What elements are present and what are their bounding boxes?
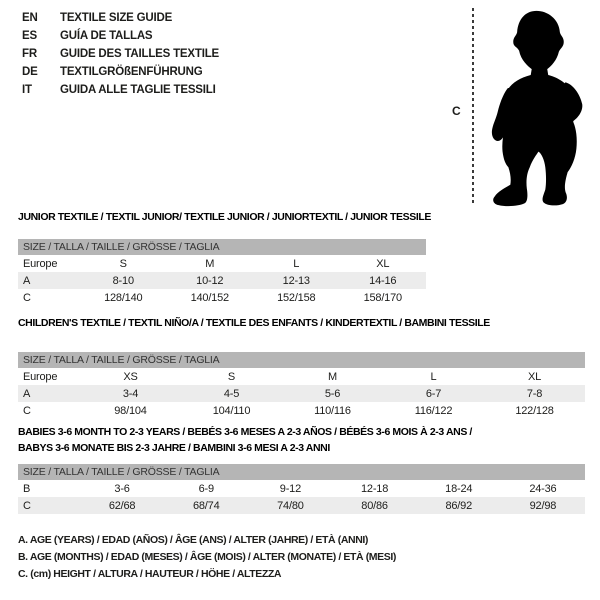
height-cell: 98/104 xyxy=(114,404,147,417)
age-cell: 18-24 xyxy=(445,482,473,495)
row-label: C xyxy=(23,404,31,417)
language-title-list xyxy=(22,9,219,99)
age-cell: 24-36 xyxy=(529,482,557,495)
language-title: GUIDA ALLE TAGLIE TESSILI xyxy=(60,84,216,96)
age-cell: 4-5 xyxy=(223,387,240,400)
table-row-height xyxy=(18,402,585,419)
size-cell: L xyxy=(293,257,300,270)
language-code: IT xyxy=(22,84,32,96)
language-title: TEXTILGRÖßENFÜHRUNG xyxy=(60,66,203,78)
legend-line-b: B. AGE (MONTHS) / EDAD (MESES) / ÂGE (MOIS) / ALTER (MONATE) / ETÀ (MESI) xyxy=(18,551,396,563)
babies-table-title xyxy=(18,424,472,456)
legend-line-a: A. AGE (YEARS) / EDAD (AÑOS) / ÂGE (ANS) / ALTER (JAHRE) / ETÀ (ANNI) xyxy=(18,534,369,546)
children-table-title: CHILDREN'S TEXTILE / TEXTIL NIÑO/A / TEXTILE DES ENFANTS / KINDERTEXTIL / BAMBINI TESSILE xyxy=(18,317,490,329)
size-header-bar: SIZE / TALLA / TAILLE / GRÖSSE / TAGLIA xyxy=(18,464,585,480)
table-row-europe xyxy=(18,368,585,385)
table-row-height xyxy=(18,497,585,514)
size-header-bar: SIZE / TALLA / TAILLE / GRÖSSE / TAGLIA xyxy=(18,352,585,368)
language-title: GUÍA DE TALLAS xyxy=(60,30,153,42)
row-label: Europe xyxy=(23,257,58,270)
language-row-es xyxy=(22,27,219,45)
size-cell: XL xyxy=(527,370,542,383)
language-code: FR xyxy=(22,48,37,60)
junior-size-table xyxy=(18,239,426,306)
height-cell: 92/98 xyxy=(529,499,557,512)
size-cell: XL xyxy=(376,257,390,270)
age-cell: 10-12 xyxy=(196,274,224,287)
age-cell: 12-13 xyxy=(282,274,310,287)
age-cell: 6-9 xyxy=(198,482,214,495)
height-measure-label: C xyxy=(452,104,461,118)
table-row-height xyxy=(18,289,426,306)
row-label: A xyxy=(23,274,31,287)
measurement-legend xyxy=(18,532,396,583)
height-cell: 122/128 xyxy=(515,404,554,417)
size-cell: S xyxy=(227,370,236,383)
language-code: DE xyxy=(22,66,38,78)
language-row-de xyxy=(22,63,219,81)
language-title: GUIDE DES TAILLES TEXTILE xyxy=(60,48,219,60)
age-cell: 12-18 xyxy=(361,482,389,495)
row-label: C xyxy=(23,291,31,304)
babies-size-table xyxy=(18,464,585,514)
row-label: C xyxy=(23,499,31,512)
baby-silhouette-image xyxy=(485,5,592,209)
height-cell: 74/80 xyxy=(277,499,304,512)
size-cell: L xyxy=(430,370,437,383)
height-cell: 110/116 xyxy=(314,404,351,417)
age-cell: 8-10 xyxy=(112,274,134,287)
babies-title-line1: BABIES 3-6 MONTH TO 2-3 YEARS / BEBÉS 3-6 MESES A 2-3 AÑOS / BÉBÉS 3-6 MOIS À 2-3 ANS / xyxy=(18,426,472,438)
language-code: ES xyxy=(22,30,37,42)
language-row-fr xyxy=(22,45,219,63)
height-measure-dashed-line xyxy=(472,8,474,205)
age-cell: 14-16 xyxy=(369,274,397,287)
size-cell: M xyxy=(205,257,215,270)
children-size-table xyxy=(18,352,585,419)
age-cell: 6-7 xyxy=(425,387,442,400)
height-cell: 152/158 xyxy=(277,291,316,304)
height-cell: 80/86 xyxy=(361,499,388,512)
height-cell: 62/68 xyxy=(108,499,136,512)
age-cell: 3-4 xyxy=(122,387,139,400)
size-cell: M xyxy=(328,370,337,383)
height-cell: 128/140 xyxy=(104,291,143,304)
language-title: TEXTILE SIZE GUIDE xyxy=(60,12,173,24)
table-row-age xyxy=(18,272,426,289)
age-cell: 5-6 xyxy=(324,387,341,400)
height-cell: 104/110 xyxy=(212,404,251,417)
age-cell: 3-6 xyxy=(114,482,130,495)
height-cell: 140/152 xyxy=(190,291,229,304)
size-cell: S xyxy=(119,257,127,270)
height-cell: 158/170 xyxy=(363,291,402,304)
size-cell: XS xyxy=(123,370,138,383)
junior-table-title: JUNIOR TEXTILE / TEXTIL JUNIOR/ TEXTILE JUNIOR / JUNIORTEXTIL / JUNIOR TESSILE xyxy=(18,211,431,223)
age-cell: 7-8 xyxy=(526,387,543,400)
legend-line-c: C. (cm) HEIGHT / ALTURA / HAUTEUR / HÖHE / ALTEZZA xyxy=(18,568,282,580)
language-row-en xyxy=(22,9,219,27)
row-label: B xyxy=(23,482,31,495)
age-cell: 9-12 xyxy=(279,482,302,495)
language-code: EN xyxy=(22,12,38,24)
height-cell: 116/122 xyxy=(414,404,453,417)
table-row-age-months xyxy=(18,480,585,497)
language-row-it xyxy=(22,81,219,99)
height-cell: 68/74 xyxy=(192,499,220,512)
table-row-europe xyxy=(18,255,426,272)
row-label: A xyxy=(23,387,31,400)
row-label: Europe xyxy=(23,370,58,383)
height-cell: 86/92 xyxy=(445,499,472,512)
table-row-age xyxy=(18,385,585,402)
babies-title-line2: BABYS 3-6 MONATE BIS 2-3 JAHRE / BAMBINI 3-6 MESI A 2-3 ANNI xyxy=(18,442,330,454)
size-header-bar: SIZE / TALLA / TAILLE / GRÖSSE / TAGLIA xyxy=(18,239,426,255)
